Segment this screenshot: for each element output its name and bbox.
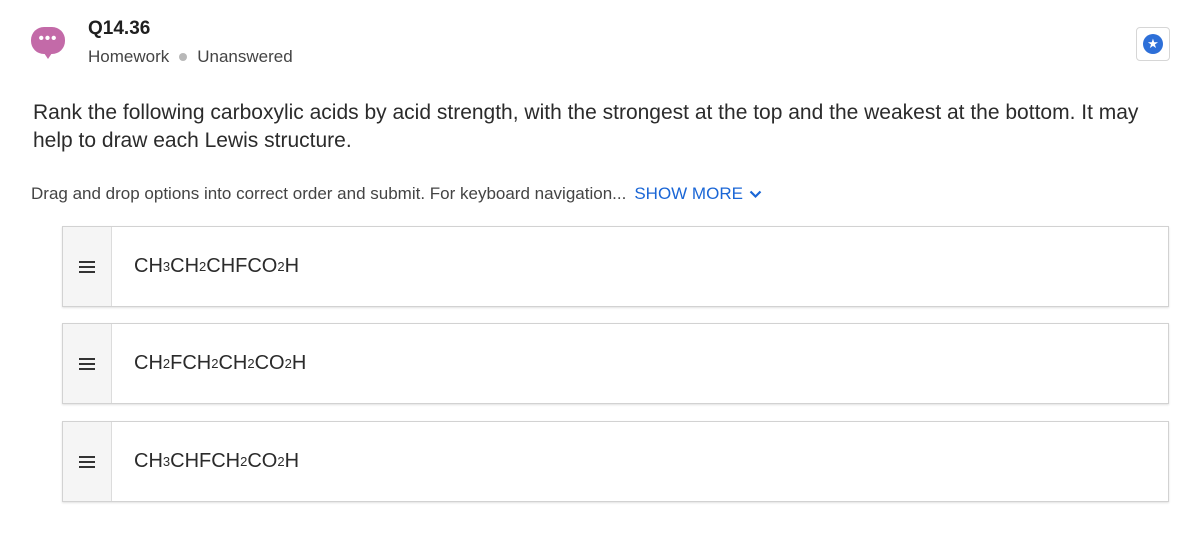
question-meta bbox=[88, 47, 293, 67]
question-prompt: Rank the following carboxylic acids by acid strength, with the strongest at the top and the weakest at the bottom. It may help to draw each Lewis structure. bbox=[33, 101, 1139, 152]
question-status: Unanswered bbox=[197, 47, 293, 66]
drag-handle-icon[interactable] bbox=[63, 324, 112, 403]
drag-handle-icon[interactable] bbox=[63, 422, 112, 501]
drag-instructions bbox=[31, 184, 762, 204]
show-more-link[interactable] bbox=[634, 184, 762, 204]
bookmark-button[interactable] bbox=[1136, 27, 1170, 61]
rank-option[interactable] bbox=[62, 421, 1169, 502]
question-category: Homework bbox=[88, 47, 170, 66]
option-formula: CH 2 FCH 2 CH 2 CO 2 H bbox=[134, 352, 307, 374]
rank-option[interactable] bbox=[62, 323, 1169, 404]
instructions-text: Drag and drop options into correct order and submit. For keyboard navigation... bbox=[31, 184, 627, 203]
rank-option[interactable] bbox=[62, 226, 1169, 307]
drag-handle-icon[interactable] bbox=[63, 227, 112, 306]
chevron-down-icon bbox=[749, 190, 762, 199]
question-id: Q14.36 bbox=[88, 18, 151, 39]
bubble-dots: ••• bbox=[38, 30, 58, 47]
show-more-label: SHOW MORE bbox=[634, 184, 743, 203]
option-formula: CH 3 CHFCH 2 CO 2 H bbox=[134, 450, 300, 472]
separator-dot bbox=[179, 53, 187, 61]
question-bubble-icon bbox=[31, 27, 65, 54]
option-formula: CH 3 CH 2 CHFCO 2 H bbox=[134, 255, 300, 277]
star-icon: ★ bbox=[1143, 34, 1163, 54]
